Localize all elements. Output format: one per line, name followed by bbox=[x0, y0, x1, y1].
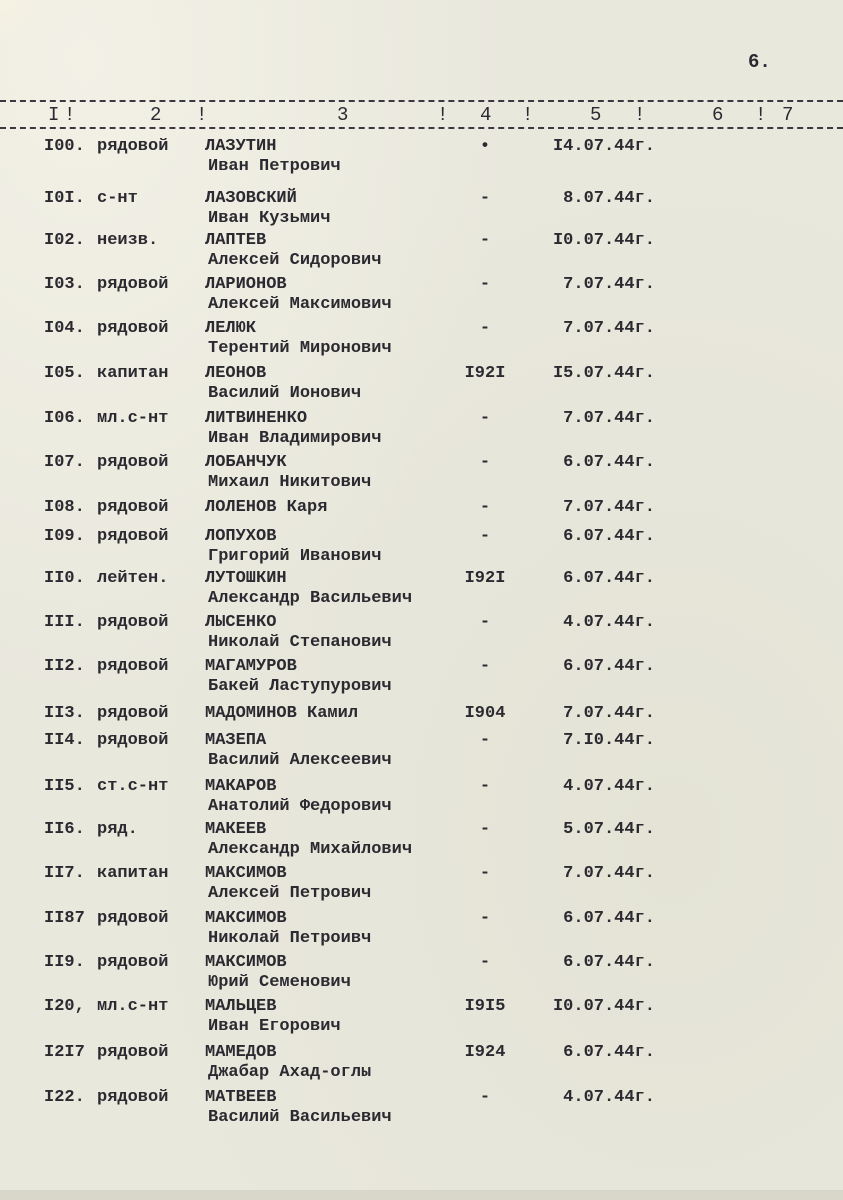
given-names: Александр Васильевич bbox=[208, 589, 413, 608]
column-separator: ! bbox=[634, 104, 646, 126]
surname: МАДОМИНОВ Камил bbox=[205, 704, 359, 723]
row-number: II3. bbox=[44, 704, 85, 723]
birth-year: I92I bbox=[464, 569, 506, 588]
birth-year: - bbox=[479, 275, 491, 294]
column-header-4: 4 bbox=[480, 104, 492, 126]
column-separator: ! bbox=[196, 104, 208, 126]
rank: рядовой bbox=[97, 527, 169, 546]
birth-year: - bbox=[479, 953, 491, 972]
row-number: II9. bbox=[44, 953, 85, 972]
date: 6.07.44г. bbox=[563, 1043, 655, 1062]
date: 4.07.44г. bbox=[563, 1088, 655, 1107]
row-number: I04. bbox=[44, 319, 85, 338]
row-number: II2. bbox=[44, 657, 85, 676]
given-names: Алексей Сидорович bbox=[208, 251, 382, 270]
rank: рядовой bbox=[97, 704, 169, 723]
date: 4.07.44г. bbox=[563, 613, 655, 632]
surname: МАЛЬЦЕВ bbox=[205, 997, 277, 1016]
rank: рядовой bbox=[97, 137, 169, 156]
date: 7.07.44г. bbox=[563, 275, 655, 294]
column-header-1: I bbox=[48, 104, 60, 126]
rank: капитан bbox=[97, 364, 169, 383]
surname: ЛУТОШКИН bbox=[205, 569, 287, 588]
column-separator: ! bbox=[755, 104, 767, 126]
given-names: Юрий Семенович bbox=[208, 973, 351, 992]
date: I0.07.44г. bbox=[552, 997, 655, 1016]
row-number: II5. bbox=[44, 777, 85, 796]
rank: рядовой bbox=[97, 657, 169, 676]
birth-year: - bbox=[479, 231, 491, 250]
date: 6.07.44г. bbox=[563, 569, 655, 588]
surname: МАТВЕЕВ bbox=[205, 1088, 277, 1107]
given-names: Иван Егорович bbox=[208, 1017, 341, 1036]
rank: рядовой bbox=[97, 613, 169, 632]
date: I4.07.44г. bbox=[552, 137, 655, 156]
row-number: I00. bbox=[44, 137, 85, 156]
birth-year: - bbox=[479, 864, 491, 883]
column-header-3: 3 bbox=[337, 104, 349, 126]
date: 5.07.44г. bbox=[563, 820, 655, 839]
given-names: Алексей Петрович bbox=[208, 884, 372, 903]
date: 6.07.44г. bbox=[563, 657, 655, 676]
given-names: Иван Кузьмич bbox=[208, 209, 331, 228]
surname: МАКЕЕВ bbox=[205, 820, 267, 839]
surname: МАКСИМОВ bbox=[205, 864, 287, 883]
column-header-5: 5 bbox=[590, 104, 602, 126]
date: 7.07.44г. bbox=[563, 409, 655, 428]
row-number: II7. bbox=[44, 864, 85, 883]
rank: мл.с-нт bbox=[97, 409, 169, 428]
birth-year: - bbox=[479, 777, 491, 796]
rank: лейтен. bbox=[97, 569, 169, 588]
surname: ЛАЗОВСКИЙ bbox=[205, 189, 297, 208]
date: 4.07.44г. bbox=[563, 777, 655, 796]
given-names: Терентий Миронович bbox=[208, 339, 392, 358]
surname: ЛЕОНОВ bbox=[205, 364, 267, 383]
birth-year: I904 bbox=[464, 704, 506, 723]
rank: неизв. bbox=[97, 231, 159, 250]
rank: ст.с-нт bbox=[97, 777, 169, 796]
row-number: I03. bbox=[44, 275, 85, 294]
column-header-2: 2 bbox=[150, 104, 162, 126]
date: 7.07.44г. bbox=[563, 498, 655, 517]
birth-year: - bbox=[479, 498, 491, 517]
given-names: Василий Алексеевич bbox=[208, 751, 392, 770]
row-number: I08. bbox=[44, 498, 85, 517]
row-number: I09. bbox=[44, 527, 85, 546]
surname: МАГАМУРОВ bbox=[205, 657, 297, 676]
date: 6.07.44г. bbox=[563, 953, 655, 972]
birth-year: I9I5 bbox=[464, 997, 506, 1016]
rank: мл.с-нт bbox=[97, 997, 169, 1016]
date: 7.07.44г. bbox=[563, 319, 655, 338]
date: 7.07.44г. bbox=[563, 704, 655, 723]
given-names: Алексей Максимович bbox=[208, 295, 392, 314]
row-number: I07. bbox=[44, 453, 85, 472]
birth-year: - bbox=[479, 453, 491, 472]
rank: рядовой bbox=[97, 1088, 169, 1107]
birth-year: - bbox=[479, 409, 491, 428]
rank: рядовой bbox=[97, 909, 169, 928]
rank: рядовой bbox=[97, 1043, 169, 1062]
surname: ЛИТВИНЕНКО bbox=[205, 409, 308, 428]
birth-year: • bbox=[479, 137, 491, 156]
row-number: I02. bbox=[44, 231, 85, 250]
birth-year: - bbox=[479, 613, 491, 632]
date: 7.07.44г. bbox=[563, 864, 655, 883]
birth-year: I924 bbox=[464, 1043, 506, 1062]
row-number: I0I. bbox=[44, 189, 85, 208]
surname: МАКСИМОВ bbox=[205, 909, 287, 928]
column-separator: ! bbox=[64, 104, 76, 126]
header-top-rule bbox=[0, 100, 843, 102]
row-number: I20, bbox=[44, 997, 85, 1016]
surname: ЛАРИОНОВ bbox=[205, 275, 287, 294]
given-names: Александр Михайлович bbox=[208, 840, 413, 859]
birth-year: - bbox=[479, 1088, 491, 1107]
given-names: Василий Ионович bbox=[208, 384, 362, 403]
date: 7.I0.44г. bbox=[563, 731, 655, 750]
surname: ЛОПУХОВ bbox=[205, 527, 277, 546]
given-names: Джабар Ахад-оглы bbox=[208, 1063, 372, 1082]
surname: ЛОБАНЧУК bbox=[205, 453, 287, 472]
column-header-7: 7 bbox=[782, 104, 794, 126]
birth-year: - bbox=[479, 319, 491, 338]
date: 6.07.44г. bbox=[563, 453, 655, 472]
surname: ЛАПТЕВ bbox=[205, 231, 267, 250]
date: I5.07.44г. bbox=[552, 364, 655, 383]
rank: рядовой bbox=[97, 319, 169, 338]
date: 6.07.44г. bbox=[563, 909, 655, 928]
paper-corner-wear bbox=[0, 0, 40, 50]
surname: ЛЕЛЮК bbox=[205, 319, 257, 338]
given-names: Иван Владимирович bbox=[208, 429, 382, 448]
row-number: I22. bbox=[44, 1088, 85, 1107]
rank: рядовой bbox=[97, 275, 169, 294]
rank: рядовой bbox=[97, 731, 169, 750]
rank: рядовой bbox=[97, 498, 169, 517]
row-number: III. bbox=[44, 613, 85, 632]
birth-year: - bbox=[479, 527, 491, 546]
given-names: Василий Васильевич bbox=[208, 1108, 392, 1127]
rank: ряд. bbox=[97, 820, 138, 839]
page-bottom-edge bbox=[0, 1190, 843, 1200]
date: 6.07.44г. bbox=[563, 527, 655, 546]
birth-year: - bbox=[479, 909, 491, 928]
given-names: Николай Петроивч bbox=[208, 929, 372, 948]
column-separator: ! bbox=[522, 104, 534, 126]
rank: рядовой bbox=[97, 953, 169, 972]
given-names: Михаил Никитович bbox=[208, 473, 372, 492]
surname: МАЗЕПА bbox=[205, 731, 267, 750]
surname: ЛАЗУТИН bbox=[205, 137, 277, 156]
row-number: I2I7 bbox=[44, 1043, 85, 1062]
surname: МАКАРОВ bbox=[205, 777, 277, 796]
surname: ЛОЛЕНОВ Каря bbox=[205, 498, 328, 517]
surname: ЛЫСЕНКО bbox=[205, 613, 277, 632]
row-number: I06. bbox=[44, 409, 85, 428]
header-bottom-rule bbox=[0, 127, 843, 129]
row-number: II0. bbox=[44, 569, 85, 588]
page-number: 6. bbox=[748, 51, 771, 73]
column-separator: ! bbox=[437, 104, 449, 126]
row-number: II6. bbox=[44, 820, 85, 839]
row-number: II4. bbox=[44, 731, 85, 750]
given-names: Иван Петрович bbox=[208, 157, 341, 176]
given-names: Бакей Ластупурович bbox=[208, 677, 392, 696]
column-header-6: 6 bbox=[712, 104, 724, 126]
rank: капитан bbox=[97, 864, 169, 883]
date: I0.07.44г. bbox=[552, 231, 655, 250]
given-names: Григорий Иванович bbox=[208, 547, 382, 566]
row-number: I05. bbox=[44, 364, 85, 383]
given-names: Анатолий Федорович bbox=[208, 797, 392, 816]
date: 8.07.44г. bbox=[563, 189, 655, 208]
surname: МАМЕДОВ bbox=[205, 1043, 277, 1062]
rank: с-нт bbox=[97, 189, 138, 208]
birth-year: - bbox=[479, 820, 491, 839]
birth-year: - bbox=[479, 657, 491, 676]
row-number: II87 bbox=[44, 909, 85, 928]
rank: рядовой bbox=[97, 453, 169, 472]
birth-year: - bbox=[479, 731, 491, 750]
given-names: Николай Степанович bbox=[208, 633, 392, 652]
birth-year: I92I bbox=[464, 364, 506, 383]
birth-year: - bbox=[479, 189, 491, 208]
surname: МАКСИМОВ bbox=[205, 953, 287, 972]
